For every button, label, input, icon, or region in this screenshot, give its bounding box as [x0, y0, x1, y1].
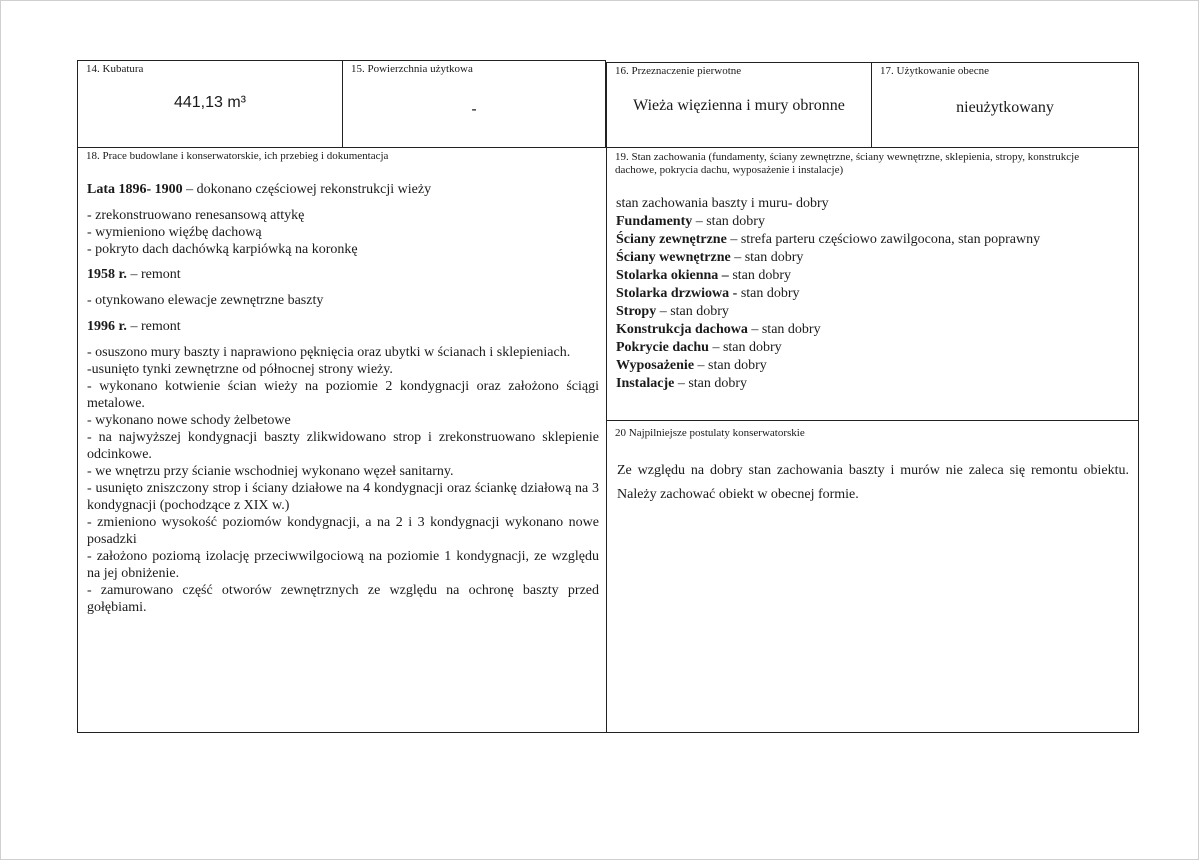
prace-heading-1996-year: 1996 r.	[87, 319, 127, 334]
stan-item-label: Fundamenty	[616, 214, 693, 229]
stan-item-label: Ściany zewnętrzne	[616, 232, 727, 247]
stan-item-value: stan dobry	[728, 268, 792, 283]
prace-item: - zrekonstruowano renesansową attykę	[87, 208, 305, 223]
stan-item-stropy	[616, 303, 1131, 321]
powierzchnia-value: -	[471, 101, 477, 118]
stan-item-value: – stan dobry	[692, 214, 765, 229]
prace-heading-1896-year: Lata 1896- 1900	[87, 182, 183, 197]
stan-item-stolarka-drzwiowa	[616, 285, 1131, 303]
prace-heading-1896-text: – dokonano częściowej rekonstrukcji wieży	[182, 182, 432, 197]
stan-item-label: Stolarka drzwiowa -	[616, 286, 738, 301]
stan-item-label: Instalacje	[616, 376, 675, 391]
kubatura-value: 441,13 m³	[173, 94, 247, 111]
postulaty-cell	[606, 420, 1139, 733]
stan-item-fundamenty	[616, 213, 1131, 231]
stan-item-pokrycie-dachu	[616, 339, 1131, 357]
stan-label: 19. Stan zachowania (fundamenty, ściany zewnętrzne, ściany wewnętrzne, sklepienia, stropy, konstrukcje dachowe, pokrycia dachu, wyposażenie i instalacje)	[615, 151, 1080, 176]
postulaty-label: 20 Najpilniejsze postulaty konserwatorskie	[615, 427, 805, 439]
stan-cell	[606, 147, 1139, 421]
stan-item-value: – stan dobry	[747, 322, 821, 337]
prace-heading-1896	[87, 181, 599, 198]
uzytkowanie-cell	[871, 62, 1139, 148]
stan-item-value: stan dobry	[737, 286, 800, 301]
powierzchnia-cell	[342, 60, 606, 148]
stan-item-value: – stan dobry	[694, 358, 767, 373]
stan-item-value: – stan dobry	[674, 376, 748, 391]
prace-item: - założono poziomą izolację przeciwwilgociową na poziomie 1 kondygnacji, ze względu na jej obniżenie.	[87, 549, 599, 581]
stan-item-value: – strefa parteru częściowo zawilgocona, stan poprawny	[726, 232, 1041, 247]
stan-item-sciany-wewnetrzne	[616, 249, 1131, 267]
prace-content	[87, 181, 599, 616]
stan-item-label: Stropy	[616, 304, 657, 319]
przeznaczenie-cell	[606, 62, 872, 148]
stan-item-stolarka-okienna	[616, 267, 1131, 285]
prace-item: - pokryto dach dachówką karpiówką na koronkę	[87, 242, 358, 257]
prace-cell	[77, 147, 607, 733]
przeznaczenie-label: 16. Przeznaczenie pierwotne	[615, 65, 742, 77]
prace-item: - wymieniono więźbę dachową	[87, 225, 262, 240]
stan-item-sciany-zewnetrzne	[616, 231, 1131, 249]
stan-item-label: Wyposażenie	[616, 358, 695, 373]
powierzchnia-label: 15. Powierzchnia użytkowa	[351, 63, 473, 75]
postulaty-text: Ze względu na dobry stan zachowania baszty i murów nie zaleca się remontu obiektu. Należy zachować obiekt w obecnej formie.	[617, 463, 1129, 502]
prace-heading-1958-year: 1958 r.	[87, 267, 127, 282]
stan-item-label: Pokrycie dachu	[616, 340, 709, 355]
prace-item: -usunięto tynki zewnętrzne od północnej strony wieży.	[87, 362, 393, 377]
stan-item-wyposazenie	[616, 357, 1131, 375]
prace-heading-1996-text: – remont	[126, 319, 181, 334]
uzytkowanie-label: 17. Użytkowanie obecne	[880, 65, 990, 77]
prace-item: - wykonano kotwienie ścian wieży na poziomie 2 kondygnacji oraz założono ściągi metalowe.	[87, 379, 599, 411]
stan-content	[616, 195, 1131, 393]
stan-item-value: – stan dobry	[730, 250, 804, 265]
kubatura-cell	[77, 60, 343, 148]
stan-item-label: Konstrukcja dachowa	[616, 322, 748, 337]
prace-label: 18. Prace budowlane i konserwatorskie, ich przebieg i dokumentacja	[86, 150, 389, 162]
kubatura-label: 14. Kubatura	[86, 63, 144, 75]
prace-item: - we wnętrzu przy ścianie wschodniej wykonano węzeł sanitarny.	[87, 464, 454, 479]
stan-item-label: Ściany wewnętrzne	[616, 250, 731, 265]
prace-item: - wykonano nowe schody żelbetowe	[87, 413, 291, 428]
stan-item-value: – stan dobry	[656, 304, 729, 319]
stan-item-label: Stolarka okienna –	[616, 268, 729, 283]
przeznaczenie-value: Wieża więzienna i mury obronne	[633, 97, 845, 114]
prace-item: - osuszono mury baszty i naprawiono pęknięcia oraz ubytki w ścianach i sklepieniach.	[87, 345, 571, 360]
prace-item: - otynkowano elewacje zewnętrzne baszty	[87, 293, 324, 308]
stan-item-value: – stan dobry	[708, 340, 782, 355]
prace-item: - usunięto zniszczony strop i ściany działowe na 4 kondygnacji oraz ściankę działową na 3 kondygnacji (pochodzące z XIX w.)	[87, 481, 599, 513]
prace-heading-1958	[87, 266, 599, 283]
prace-item: - zamurowano część otworów zewnętrznych ze względu na ochronę baszty przed gołębiami.	[87, 583, 599, 615]
prace-heading-1958-text: – remont	[126, 267, 181, 282]
prace-heading-1996	[87, 318, 599, 335]
stan-item-instalacje	[616, 375, 1131, 393]
prace-item: - zmieniono wysokość poziomów kondygnacji, a na 2 i 3 kondygnacji wykonano nowe posadzki	[87, 515, 599, 547]
stan-intro: stan zachowania baszty i muru- dobry	[616, 196, 829, 211]
uzytkowanie-value: nieużytkowany	[956, 99, 1054, 116]
prace-item: - na najwyższej kondygnacji baszty zlikwidowano strop i zrekonstruowano sklepienie odcinkowe.	[87, 430, 599, 462]
stan-item-konstrukcja-dachowa	[616, 321, 1131, 339]
